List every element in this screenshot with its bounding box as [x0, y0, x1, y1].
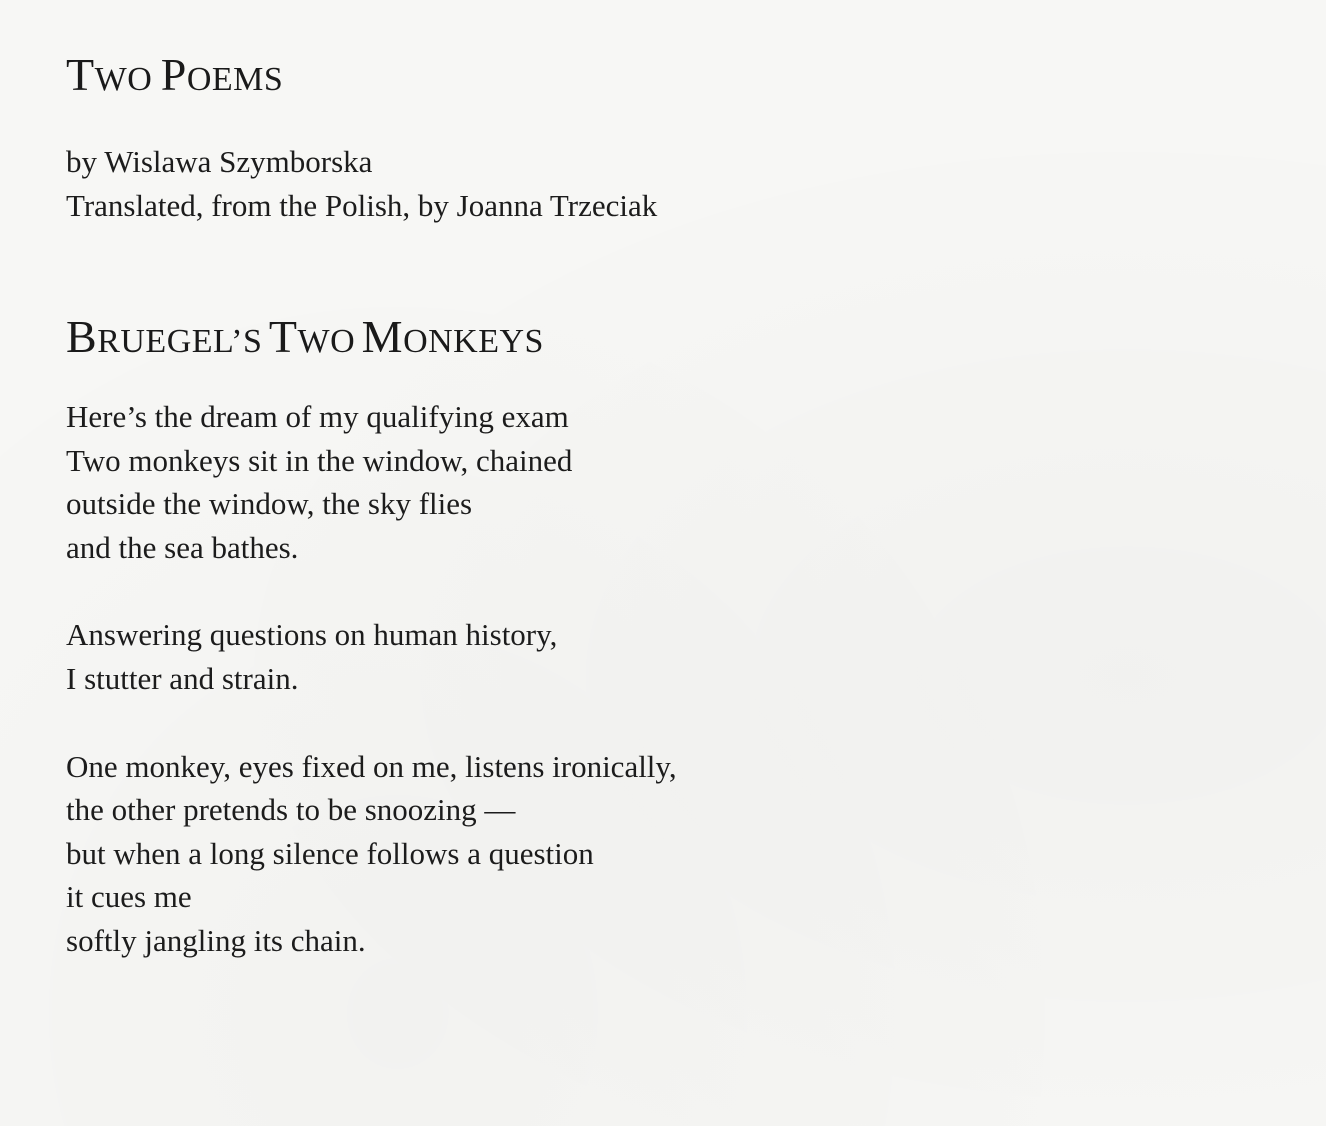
byline	[66, 140, 657, 228]
poem-line: Two monkeys sit in the window, chained	[66, 442, 573, 478]
poem-line: Here’s the dream of my qualifying exam	[66, 399, 569, 434]
stanza	[66, 395, 677, 569]
title-word: BRUEGEL’S	[66, 311, 263, 362]
poem-line: the other pretends to be snoozing —	[66, 792, 516, 828]
poem-title	[66, 311, 544, 362]
poem-line: One monkey, eyes fixed on me, listens ironically,	[66, 748, 677, 784]
poem-line: Answering questions on human history,	[66, 617, 558, 653]
poem-line: but when a long silence follows a question	[66, 835, 594, 871]
title-word: MONKEYS	[361, 311, 544, 362]
title-word: TWO	[268, 311, 356, 362]
stanza	[66, 745, 677, 963]
page-title	[66, 49, 284, 100]
poem-body	[66, 395, 677, 1007]
poem-line: and the sea bathes.	[66, 529, 299, 565]
poem-line: outside the window, the sky flies	[66, 486, 473, 522]
author-line: by Wislawa Szymborska	[66, 144, 373, 179]
translator-line: Translated, from the Polish, by Joanna Trzeciak	[66, 188, 658, 223]
title-word: POEMS	[160, 49, 284, 100]
stanza	[66, 613, 677, 700]
poem-line: softly jangling its chain.	[66, 922, 366, 958]
poem-line: it cues me	[66, 879, 192, 915]
poem-line: I stutter and strain.	[66, 660, 299, 696]
title-word: TWO	[66, 49, 153, 100]
